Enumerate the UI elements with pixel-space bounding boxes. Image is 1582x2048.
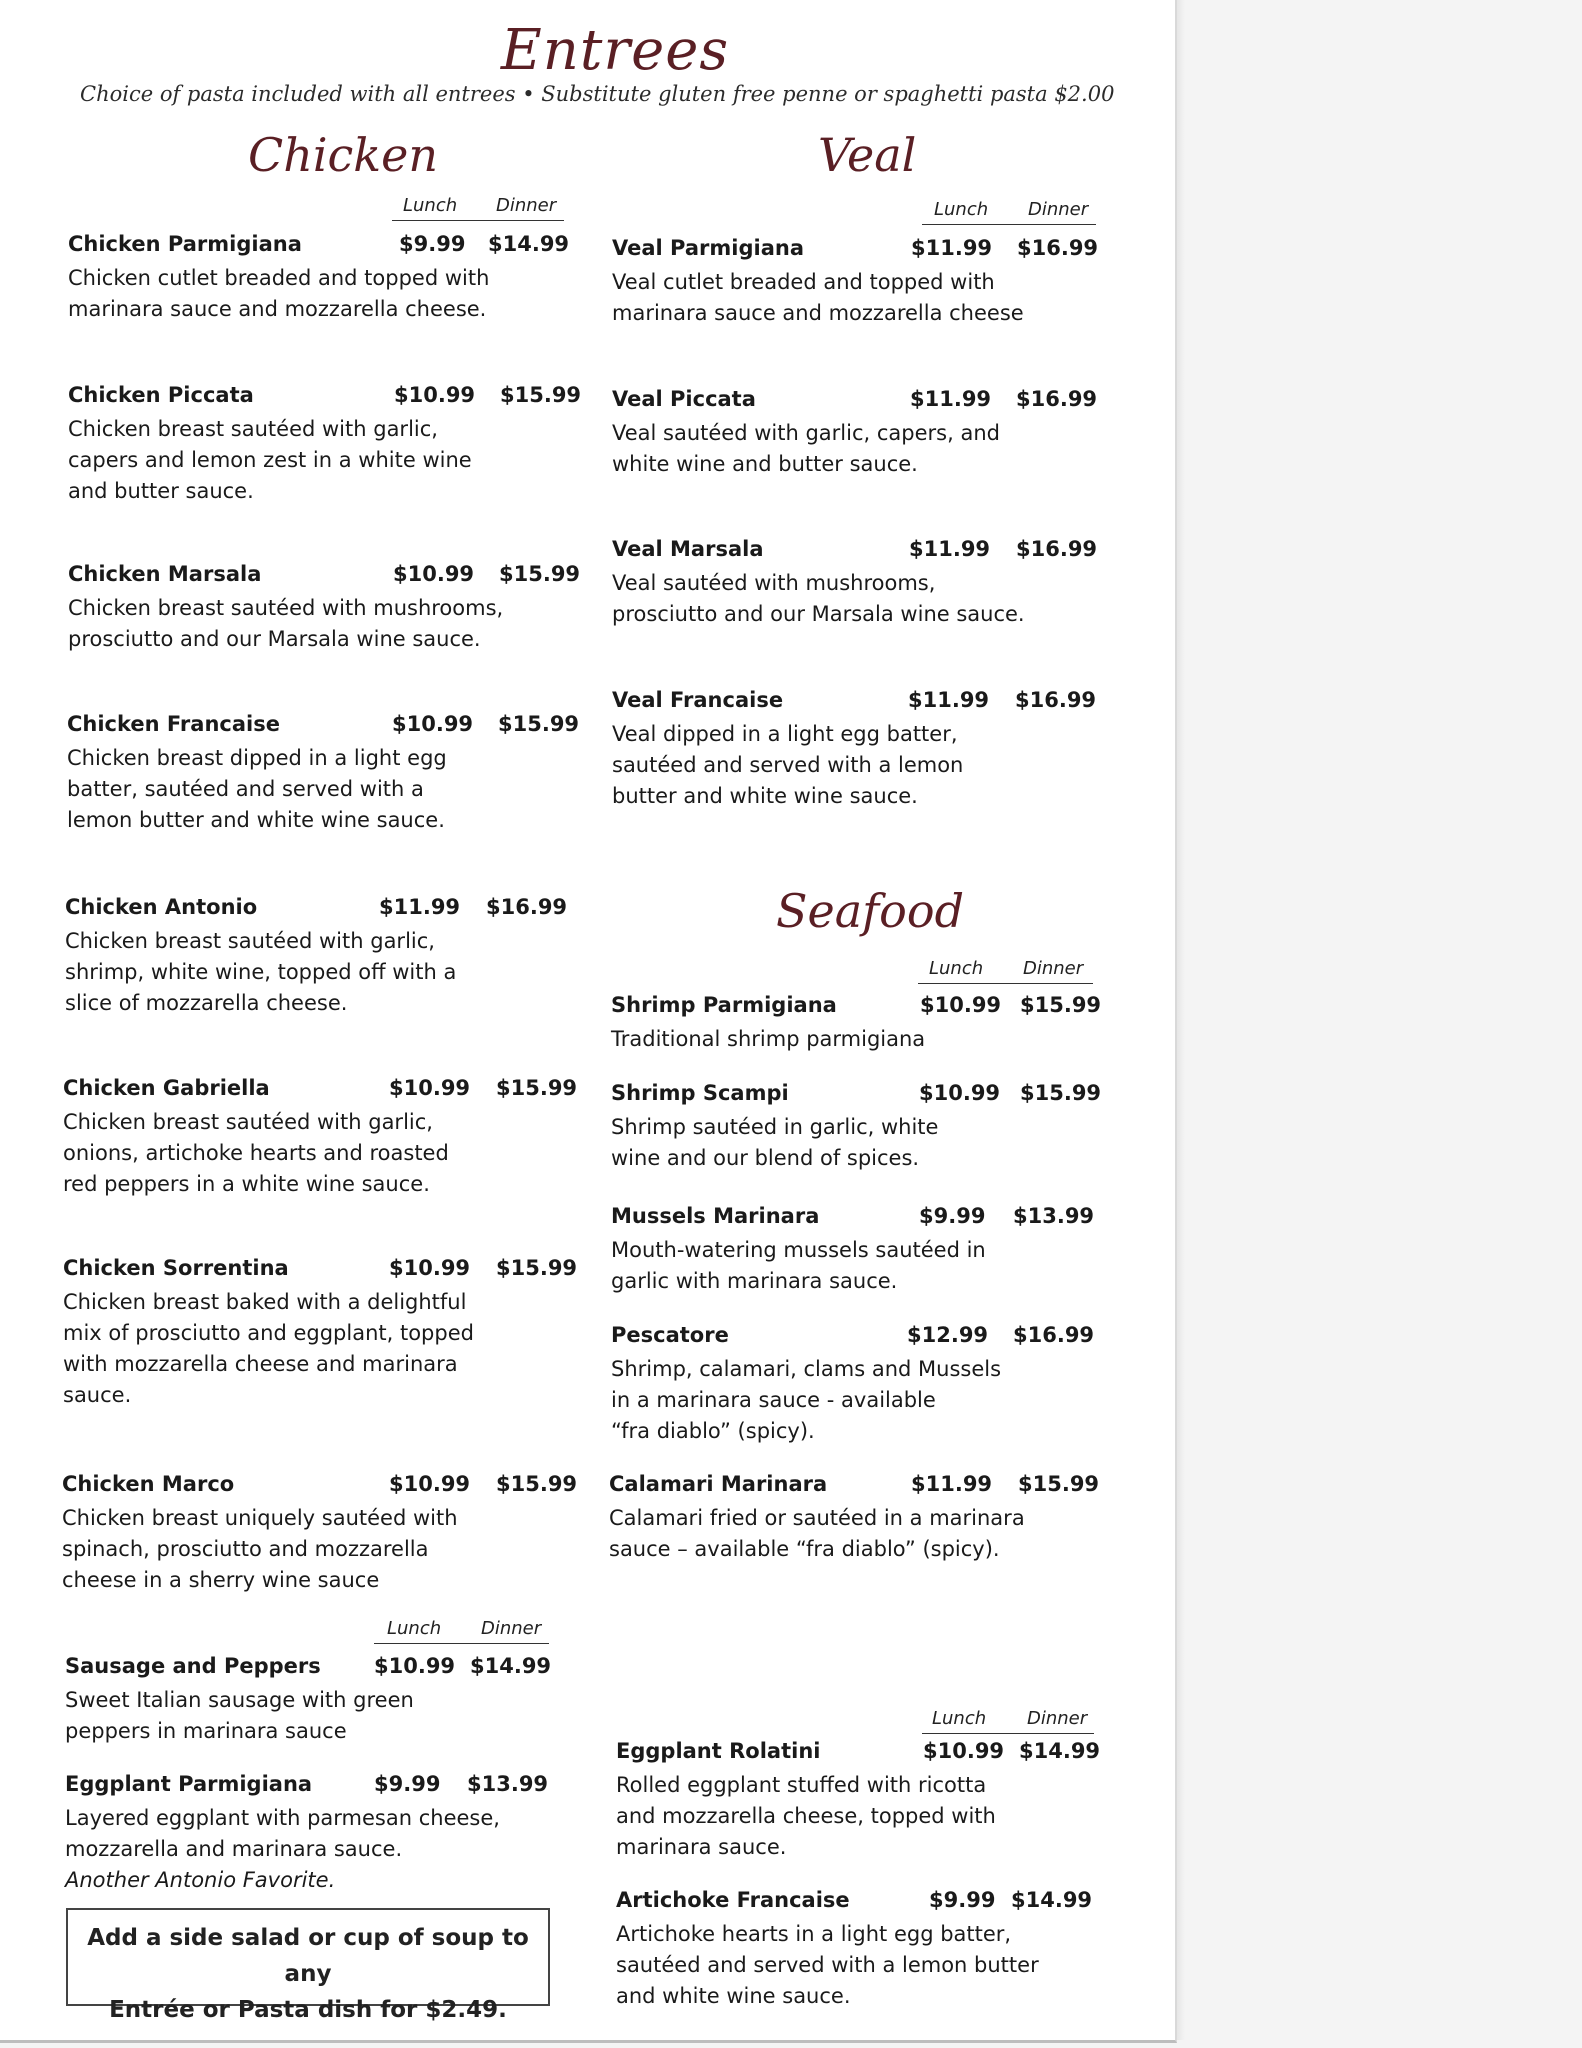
lunch-price: $11.99 [908,688,990,712]
dinner-price: $13.99 [467,1772,549,1796]
menu-item-mussels-marinara [611,1204,1141,1297]
chicken-lunch-header: Lunch [403,195,458,216]
lunch-price: $10.99 [392,712,474,736]
lunch-price: $10.99 [374,1654,456,1678]
item-name: Chicken Sorrentina [63,1256,289,1280]
dinner-price: $15.99 [1020,1081,1102,1105]
dinner-price: $14.99 [1011,1888,1093,1912]
section-title-chicken: Chicken [248,128,439,182]
left-lower-lunch-header: Lunch [387,1618,442,1639]
dinner-price: $14.99 [470,1654,552,1678]
item-description: Chicken breast dipped in a light egg batter, sautéed and served with a lemon butter and white wine sauce. [67,746,447,832]
menu-item-sausage-and-peppers [65,1654,595,1747]
menu-item-veal-parmigiana [612,236,1142,329]
lunch-price: $11.99 [379,895,461,919]
dinner-price: $15.99 [498,712,580,736]
item-description: Shrimp, calamari, clams and Mussels in a marinara sauce - available “fra diablo” (spicy). [611,1357,1002,1443]
lunch-price: $9.99 [919,1204,986,1228]
dinner-price: $16.99 [1015,688,1097,712]
menu-item-shrimp-parmigiana [611,993,1141,1055]
item-description: Artichoke hearts in a light egg batter, sautéed and served with a lemon butter and white wine sauce. [616,1922,1039,2008]
item-description: Chicken breast sautéed with garlic, onions, artichoke hearts and roasted red peppers in a white wine sauce. [63,1110,449,1196]
item-name: Veal Francaise [612,688,784,712]
item-name: Chicken Marsala [68,562,262,586]
dinner-price: $15.99 [499,562,581,586]
lunch-price: $11.99 [911,1472,993,1496]
item-name: Shrimp Scampi [611,1081,789,1105]
lunch-price: $10.99 [394,383,476,407]
item-description: Calamari fried or sautéed in a marinara sauce – available “fra diablo” (spicy). [609,1506,1025,1561]
item-name: Calamari Marinara [609,1472,828,1496]
item-name: Mussels Marinara [611,1204,820,1228]
lunch-price: $12.99 [907,1323,989,1347]
item-name: Artichoke Francaise [616,1888,850,1912]
dinner-price: $15.99 [1020,993,1102,1017]
menu-item-chicken-piccata [68,383,598,507]
lunch-price: $11.99 [909,537,991,561]
menu-item-chicken-francaise [67,712,597,836]
lunch-price: $9.99 [374,1772,441,1796]
right-lower-lunch-header: Lunch [932,1708,987,1729]
lunch-price: $11.99 [910,387,992,411]
menu-item-pescatore [611,1323,1141,1447]
item-description: Chicken breast baked with a delightful mix of prosciutto and eggplant, topped with mozzarella cheese and marinara sauce. [63,1290,474,1407]
lunch-price: $10.99 [923,1739,1005,1763]
chicken-header-rule [392,220,564,221]
page-title: Entrees [500,18,730,83]
dinner-price: $16.99 [1016,537,1098,561]
section-title-seafood: Seafood [776,884,965,938]
item-name: Pescatore [611,1323,729,1347]
menu-item-chicken-marsala [68,562,598,655]
menu-item-calamari-marinara [609,1472,1139,1565]
seafood-dinner-header: Dinner [1023,958,1084,979]
dinner-price: $14.99 [488,232,570,256]
item-description: Mouth-watering mussels sautéed in garlic with marinara sauce. [611,1238,986,1293]
item-description: Chicken cutlet breaded and topped with marinara sauce and mozzarella cheese. [68,266,490,321]
item-description: Layered eggplant with parmesan cheese, mozzarella and marinara sauce. [65,1806,500,1861]
item-description: Chicken breast sautéed with garlic, capers and lemon zest in a white wine and butter sauce. [68,417,472,503]
dinner-price: $14.99 [1019,1739,1101,1763]
dinner-price: $15.99 [496,1256,578,1280]
item-description: Chicken breast sautéed with garlic, shrimp, white wine, topped off with a slice of mozzarella cheese. [65,929,457,1015]
menu-item-chicken-antonio [65,895,595,1019]
menu-item-chicken-gabriella [63,1076,593,1200]
dinner-price: $16.99 [1013,1323,1095,1347]
menu-item-chicken-sorrentina [63,1256,593,1411]
veal-dinner-header: Dinner [1028,199,1089,220]
item-description: Sweet Italian sausage with green peppers in marinara sauce [65,1688,414,1743]
dinner-price: $15.99 [496,1472,578,1496]
item-name: Chicken Antonio [65,895,258,919]
promo-line-2: Entrée or Pasta dish for $2.49. [109,1997,507,2023]
item-description: Veal cutlet breaded and topped with marinara sauce and mozzarella cheese [612,270,1024,325]
item-description: Chicken breast sautéed with mushrooms, prosciutto and our Marsala wine sauce. [68,596,504,651]
item-name: Chicken Gabriella [63,1076,270,1100]
item-name: Sausage and Peppers [65,1654,321,1678]
left-lower-dinner-header: Dinner [481,1618,542,1639]
menu-item-veal-piccata [612,387,1142,480]
side-salad-promo-box [66,1908,550,2023]
item-name: Veal Marsala [612,537,764,561]
item-name: Eggplant Parmigiana [65,1772,313,1796]
item-name: Eggplant Rolatini [616,1739,821,1763]
right-lower-header-rule [922,1733,1094,1734]
chicken-dinner-header: Dinner [496,195,557,216]
item-description: Veal sautéed with garlic, capers, and white wine and butter sauce. [612,421,1000,476]
item-name: Chicken Parmigiana [68,232,302,256]
lunch-price: $10.99 [389,1472,471,1496]
dinner-price: $16.99 [1016,387,1098,411]
item-description: Rolled eggplant stuffed with ricotta and mozzarella cheese, topped with marinara sauce. [616,1773,996,1859]
menu-item-chicken-parmigiana [68,232,598,325]
menu-item-eggplant-parmigiana [65,1772,595,1896]
item-note: Another Antonio Favorite. [65,1868,336,1892]
lunch-price: $10.99 [389,1256,471,1280]
menu-item-artichoke-francaise [616,1888,1146,2012]
lunch-price: $9.99 [399,232,466,256]
item-description: Chicken breast uniquely sautéed with spinach, prosciutto and mozzarella cheese in a sherry wine sauce [62,1506,458,1592]
right-lower-dinner-header: Dinner [1027,1708,1088,1729]
left-lower-header-rule [374,1643,549,1644]
veal-lunch-header: Lunch [934,199,989,220]
dinner-price: $15.99 [500,383,582,407]
item-description: Veal sautéed with mushrooms, prosciutto and our Marsala wine sauce. [612,571,1025,626]
item-description: Veal dipped in a light egg batter, sautéed and served with a lemon butter and white wine sauce. [612,722,964,808]
lunch-price: $10.99 [919,1081,1001,1105]
lunch-price: $10.99 [393,562,475,586]
item-name: Chicken Piccata [68,383,254,407]
dinner-price: $15.99 [1018,1472,1100,1496]
item-name: Chicken Francaise [67,712,280,736]
seafood-header-rule [918,983,1093,984]
dinner-price: $16.99 [486,895,568,919]
item-name: Chicken Marco [62,1472,235,1496]
section-title-veal: Veal [818,128,917,182]
menu-item-shrimp-scampi [611,1081,1141,1174]
lunch-price: $9.99 [929,1888,996,1912]
menu-item-veal-marsala [612,537,1142,630]
veal-header-rule [922,224,1096,225]
item-name: Veal Piccata [612,387,756,411]
item-name: Shrimp Parmigiana [611,993,837,1017]
menu-item-chicken-marco [62,1472,592,1596]
page-edge-shadow [1177,0,1185,2040]
item-description: Traditional shrimp parmigiana [611,1027,926,1051]
item-description: Shrimp sautéed in garlic, white wine and our blend of spices. [611,1115,939,1170]
lunch-price: $10.99 [920,993,1002,1017]
seafood-lunch-header: Lunch [929,958,984,979]
item-name: Veal Parmigiana [612,236,804,260]
lunch-price: $10.99 [389,1076,471,1100]
pasta-note: Choice of pasta included with all entrees • Substitute gluten free penne or spaghetti pasta $2.00 [80,82,1115,106]
menu-item-eggplant-rolatini [616,1739,1146,1863]
dinner-price: $16.99 [1017,236,1099,260]
promo-line-1: Add a side salad or cup of soup to any [87,1925,529,1987]
dinner-price: $15.99 [496,1076,578,1100]
menu-item-veal-francaise [612,688,1142,812]
lunch-price: $11.99 [911,236,993,260]
dinner-price: $13.99 [1013,1204,1095,1228]
